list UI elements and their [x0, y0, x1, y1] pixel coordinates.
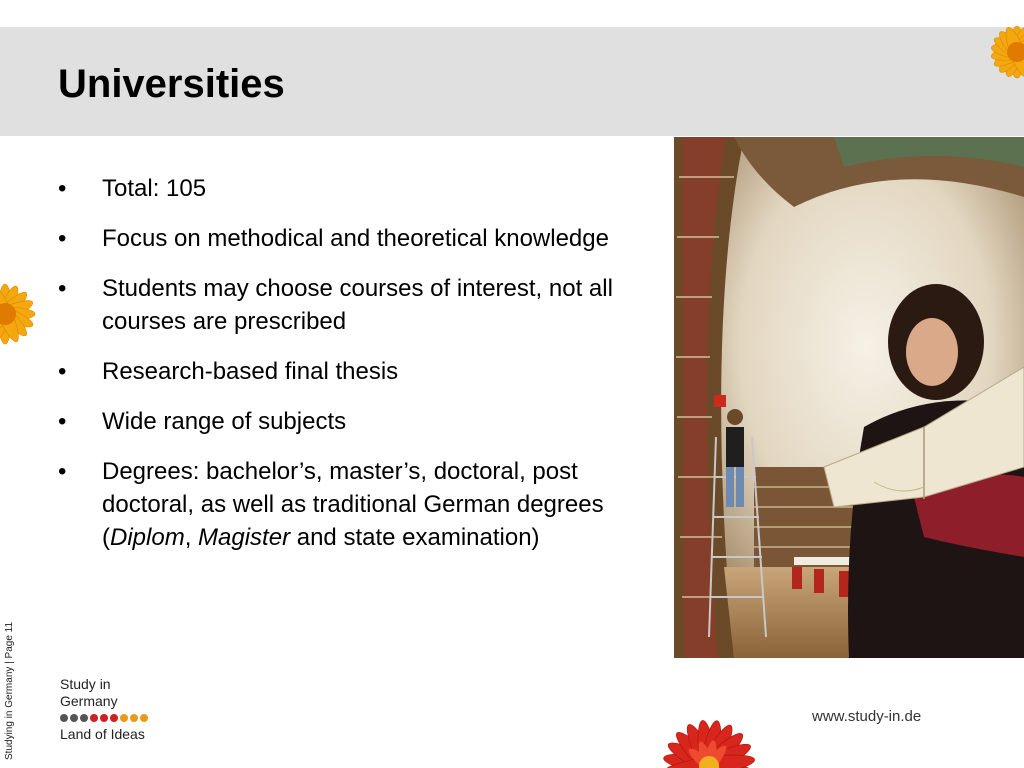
logo-line: Germany — [60, 693, 118, 709]
bullet-text-part: Students may choose courses of interest, not all courses are prescribed — [102, 275, 613, 335]
bullet-text — [102, 458, 604, 551]
bullet-item — [58, 405, 638, 438]
bullet-text-part: Total: 105 — [102, 175, 207, 202]
bullet-item — [58, 355, 638, 388]
bullet-dot: • — [58, 458, 67, 485]
logo-dots — [60, 713, 180, 723]
study-in-germany-logo — [60, 676, 180, 743]
bullet-dot: • — [58, 408, 67, 435]
red-flower-icon — [628, 688, 790, 768]
logo-line: Land of Ideas — [60, 726, 145, 742]
bullet-dot: • — [58, 225, 67, 252]
bullet-text-part: Research-based final thesis — [102, 358, 399, 385]
bullet-text-part: and state examination) — [290, 524, 540, 551]
logo-dot — [130, 714, 138, 722]
bullet-text-part: Degrees: bachelor’s, master’s, doctoral, post doctoral, as well as traditional German degrees ( — [102, 458, 604, 551]
bullet-item — [58, 455, 638, 554]
logo-dot — [70, 714, 78, 722]
yellow-flower-icon — [0, 262, 45, 366]
logo-dot — [100, 714, 108, 722]
logo-dot — [60, 714, 68, 722]
bullet-text-italic: Diplom — [110, 524, 185, 551]
bullet-text-italic: Magister — [198, 524, 291, 551]
bullet-dot: • — [58, 175, 67, 202]
bullet-text — [102, 175, 206, 202]
logo-dot — [120, 714, 128, 722]
bullet-item — [58, 172, 638, 205]
bullet-text-part: , — [184, 524, 199, 551]
library-photo — [674, 137, 1024, 658]
logo-dot — [80, 714, 88, 722]
logo-dot — [90, 714, 98, 722]
logo-dot — [110, 714, 118, 722]
bullet-text-part: Wide range of subjects — [102, 408, 347, 435]
bullet-text — [102, 408, 346, 435]
logo-dot — [140, 714, 148, 722]
bullet-text-part: Focus on methodical and theoretical knowledge — [102, 225, 609, 252]
bullet-list — [58, 172, 638, 571]
website-url: www.study-in.de — [812, 708, 922, 725]
bullet-dot: • — [58, 358, 67, 385]
bullet-text — [102, 358, 398, 385]
bullet-dot: • — [58, 275, 67, 302]
bullet-item — [58, 222, 638, 255]
bullet-item — [58, 272, 638, 338]
page-footer-side-text: Studying in Germany | Page 11 — [4, 621, 15, 760]
bullet-text — [102, 275, 613, 335]
bullet-text — [102, 225, 609, 252]
yellow-flower-icon — [962, 0, 1024, 108]
logo-line: Study in — [60, 676, 111, 692]
slide-title: Universities — [58, 62, 285, 106]
